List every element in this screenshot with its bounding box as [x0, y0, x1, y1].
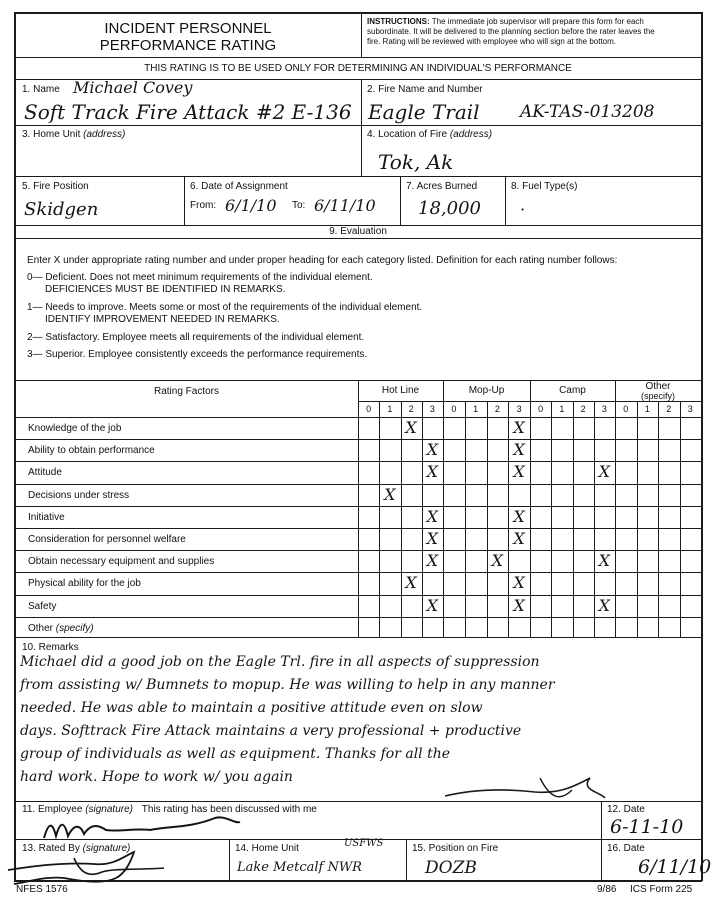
- rating-cell[interactable]: [443, 618, 465, 639]
- rating-mark: X: [426, 529, 439, 548]
- rating-cell[interactable]: [487, 529, 509, 550]
- fuel-value[interactable]: ·: [520, 200, 526, 219]
- from-value[interactable]: 6/1/10: [225, 196, 277, 215]
- rating-mark: X: [384, 484, 396, 504]
- rating-cell[interactable]: [487, 418, 509, 439]
- rating-cell[interactable]: [658, 618, 680, 639]
- rating-cell[interactable]: [530, 462, 551, 483]
- rating-cell[interactable]: [637, 573, 659, 594]
- rating-cell[interactable]: [551, 440, 572, 461]
- rating-cell[interactable]: [637, 596, 659, 617]
- rating-cell[interactable]: [637, 551, 659, 572]
- instructions-label: INSTRUCTIONS:: [367, 17, 430, 26]
- rating-cell[interactable]: [615, 462, 637, 483]
- rating-factor-label: Safety: [28, 600, 57, 612]
- def-1: 1— Needs to improve. Meets some or most of the requirements of the individual element.: [27, 302, 423, 313]
- home-unit14-tag: USFWS: [344, 838, 384, 849]
- rating-number-label: 1: [644, 404, 650, 414]
- rating-cell[interactable]: [465, 440, 487, 461]
- rating-cell[interactable]: [443, 462, 465, 483]
- def-3: 3— Superior. Employee consistently exceeds the performance requirements.: [27, 349, 368, 360]
- remark-line: hard work. Hope to work w/ you again: [20, 769, 293, 785]
- rating-cell[interactable]: [358, 618, 379, 639]
- rating-number-label: 1: [473, 404, 479, 414]
- position15-value[interactable]: DOZB: [425, 858, 477, 878]
- rating-cell[interactable]: [465, 618, 487, 639]
- rating-cell[interactable]: [594, 507, 615, 528]
- rating-cell[interactable]: [615, 418, 637, 439]
- rating-cell[interactable]: [487, 573, 509, 594]
- rating-cell[interactable]: [358, 485, 379, 506]
- employee-note: (signature): [85, 804, 133, 815]
- home-unit14-value[interactable]: Lake Metcalf NWR: [237, 860, 362, 875]
- rating-cell[interactable]: [422, 418, 443, 439]
- rating-cell[interactable]: [379, 596, 400, 617]
- rating-cell[interactable]: [422, 485, 443, 506]
- remarks-label: 10. Remarks: [22, 642, 79, 653]
- rating-cell[interactable]: [401, 485, 422, 506]
- rating-cell[interactable]: [487, 618, 509, 639]
- rating-cell[interactable]: [573, 529, 594, 550]
- rating-mark: X: [513, 418, 525, 437]
- rating-cell[interactable]: [615, 440, 637, 461]
- rating-cell[interactable]: [465, 485, 487, 506]
- rating-cell[interactable]: [465, 573, 487, 594]
- rating-cell[interactable]: [530, 440, 551, 461]
- column-heading-mop-up: Mop-Up: [468, 385, 505, 396]
- rating-cell[interactable]: [530, 418, 551, 439]
- rating-mark: X: [513, 506, 525, 526]
- rating-number-label: 1: [387, 404, 393, 414]
- rating-cell[interactable]: [379, 551, 400, 572]
- date12-label: 12. Date: [607, 804, 645, 815]
- form-date: 9/86: [597, 884, 617, 895]
- rating-cell[interactable]: [358, 551, 379, 572]
- rating-mark: X: [426, 462, 439, 482]
- rating-cell[interactable]: [658, 418, 680, 439]
- rating-cell[interactable]: [379, 618, 400, 639]
- rating-factor-label: Ability to obtain performance: [28, 445, 155, 457]
- usage-banner: THIS RATING IS TO BE USED ONLY FOR DETERMINING AN INDIVIDUAL'S PERFORMANCE: [144, 63, 572, 74]
- rating-number-label: 2: [580, 404, 586, 414]
- rating-cell[interactable]: [530, 551, 551, 572]
- rating-cell[interactable]: [443, 529, 465, 550]
- rating-cell[interactable]: [465, 529, 487, 550]
- to-value[interactable]: 6/11/10: [314, 196, 376, 215]
- rated-by-note: (signature): [82, 843, 131, 854]
- home-unit-note: (address): [83, 129, 126, 140]
- column-heading-camp: Camp: [559, 385, 586, 396]
- rating-cell[interactable]: [443, 573, 465, 594]
- to-label: To:: [292, 200, 306, 211]
- name-value[interactable]: Michael Covey: [73, 78, 193, 97]
- rating-number-label: 3: [687, 404, 693, 414]
- rating-cell[interactable]: [573, 507, 594, 528]
- rating-factor-label: Attitude: [28, 467, 62, 479]
- form-title-line2: PERFORMANCE RATING: [99, 37, 277, 54]
- column-heading-hot-line: Hot Line: [381, 385, 420, 396]
- rating-cell[interactable]: [615, 596, 637, 617]
- rating-cell[interactable]: [658, 440, 680, 461]
- rating-cell[interactable]: [358, 529, 379, 550]
- rating-number-label: 0: [623, 404, 629, 414]
- instructions-line3: fire. Rating will be reviewed with employee who will sign at the bottom.: [367, 37, 617, 46]
- rating-mark: X: [513, 462, 525, 482]
- rating-cell[interactable]: [594, 418, 615, 439]
- fire-name-value[interactable]: Eagle Trail: [368, 100, 480, 124]
- name-label: 1. Name: [22, 84, 60, 95]
- rating-number-label: 0: [366, 404, 372, 414]
- rating-cell[interactable]: [658, 551, 680, 572]
- rating-cell[interactable]: [358, 418, 379, 439]
- rating-cell[interactable]: [443, 596, 465, 617]
- rater-signature[interactable]: [4, 848, 174, 888]
- rating-factor-label: Knowledge of the job: [28, 423, 122, 434]
- rating-factor-label: Other (specify): [28, 622, 94, 634]
- form-id-right: ICS Form 225: [630, 884, 693, 895]
- rating-cell[interactable]: [551, 485, 572, 506]
- rating-cell[interactable]: [615, 529, 637, 550]
- rating-cell[interactable]: [487, 596, 509, 617]
- rating-mark: X: [513, 595, 525, 615]
- remark-line: group of individuals as well as equipment. Thanks for all the: [20, 746, 451, 762]
- rating-cell[interactable]: [443, 440, 465, 461]
- rating-cell[interactable]: [573, 618, 594, 639]
- form-title-line1: INCIDENT PERSONNEL: [104, 20, 272, 37]
- rating-cell[interactable]: [530, 618, 551, 639]
- def-0: 0— Deficient. Does not meet minimum requirements of the individual element.: [27, 272, 373, 283]
- rating-cell[interactable]: [551, 418, 572, 439]
- rating-cell[interactable]: [401, 440, 422, 461]
- location-note: (address): [449, 129, 493, 140]
- rating-cell[interactable]: [551, 529, 572, 550]
- rating-number-label: 3: [601, 404, 607, 414]
- instructions-line1: The immediate job supervisor will prepare this form for each: [431, 17, 644, 26]
- rating-cell[interactable]: [615, 551, 637, 572]
- rating-cell[interactable]: [594, 618, 615, 639]
- home-unit-label-text: 3. Home Unit: [22, 129, 81, 140]
- rating-mark: X: [405, 418, 417, 437]
- rating-mark: X: [426, 506, 439, 526]
- def-2: 2— Satisfactory. Employee meets all requirements of the individual element.: [27, 332, 365, 343]
- rating-cell[interactable]: [401, 596, 422, 617]
- rating-cell[interactable]: [401, 618, 422, 639]
- rating-factor-label: Initiative: [28, 511, 65, 523]
- rating-cell[interactable]: [573, 551, 594, 572]
- rating-number-label: 0: [538, 404, 544, 414]
- rating-mark: X: [513, 573, 525, 593]
- rating-cell[interactable]: [615, 573, 637, 594]
- rating-cell[interactable]: [637, 418, 659, 439]
- rating-cell[interactable]: [637, 507, 659, 528]
- rating-cell[interactable]: [551, 618, 572, 639]
- rating-cell[interactable]: [680, 485, 702, 506]
- rating-cell[interactable]: [594, 529, 615, 550]
- rating-number-label: 3: [516, 404, 522, 414]
- rating-cell[interactable]: [358, 507, 379, 528]
- position-label: 5. Fire Position: [22, 181, 89, 192]
- position-value[interactable]: Skidgen: [24, 199, 99, 220]
- rating-cell[interactable]: [637, 462, 659, 483]
- rating-factor-label: Decisions under stress: [28, 489, 130, 501]
- rating-mark: X: [513, 440, 525, 460]
- rating-factor-label: Physical ability for the job: [28, 578, 141, 590]
- rating-cell[interactable]: [551, 551, 572, 572]
- rating-cell[interactable]: [487, 485, 509, 506]
- rating-cell[interactable]: [358, 573, 379, 594]
- rating-cell[interactable]: [637, 485, 659, 506]
- rating-cell[interactable]: [658, 596, 680, 617]
- position15-label: 15. Position on Fire: [412, 843, 499, 854]
- rating-cell[interactable]: [508, 551, 530, 572]
- rating-cell[interactable]: [358, 596, 379, 617]
- rating-cell[interactable]: [530, 485, 551, 506]
- rating-cell[interactable]: [465, 462, 487, 483]
- discussed-text: This rating has been discussed with me: [141, 804, 317, 815]
- instructions-line2: subordinate. It will be delivered to the planning section before the rater leaves the: [367, 27, 655, 36]
- employee-label-text: 11. Employee: [22, 804, 83, 815]
- rating-number-label: 2: [494, 404, 500, 414]
- date16-value[interactable]: 6/11/10: [638, 856, 712, 878]
- rating-cell[interactable]: [530, 573, 551, 594]
- rating-cell[interactable]: [551, 507, 572, 528]
- rating-cell[interactable]: [401, 551, 422, 572]
- rating-cell[interactable]: [573, 440, 594, 461]
- rating-number-label: 1: [559, 404, 565, 414]
- rating-cell[interactable]: [465, 551, 487, 572]
- fire-name-label: 2. Fire Name and Number: [367, 84, 483, 95]
- rating-cell[interactable]: [530, 596, 551, 617]
- rating-cell[interactable]: [615, 507, 637, 528]
- evaluation-label: 9. Evaluation: [329, 226, 387, 237]
- rating-cell[interactable]: [637, 618, 659, 639]
- rating-cell[interactable]: [422, 618, 443, 639]
- other-specify-note: (specify): [640, 391, 675, 401]
- rating-cell[interactable]: [379, 573, 400, 594]
- rating-mark: X: [426, 551, 439, 571]
- rating-cell[interactable]: [573, 596, 594, 617]
- rating-mark: X: [598, 551, 611, 571]
- rating-factors-header: Rating Factors: [153, 386, 220, 397]
- rating-cell[interactable]: [680, 507, 702, 528]
- location-value[interactable]: Tok, Ak: [378, 150, 454, 174]
- rater-scribble: [440, 768, 610, 808]
- rating-mark: X: [491, 551, 504, 571]
- rating-cell[interactable]: [551, 462, 572, 483]
- rating-cell[interactable]: [680, 573, 702, 594]
- rating-cell[interactable]: [443, 507, 465, 528]
- acres-label: 7. Acres Burned: [406, 181, 478, 192]
- location-label-text: 4. Location of Fire: [367, 129, 448, 140]
- remark-line: Michael did a good job on the Eagle Trl. fire in all aspects of suppression: [20, 654, 540, 670]
- evaluation-intro: Enter X under appropriate rating number and under proper heading for each category listed. Definition for each rating number follows:: [27, 255, 618, 266]
- rating-cell[interactable]: [658, 485, 680, 506]
- home-unit14-label: 14. Home Unit: [235, 843, 299, 854]
- rating-cell[interactable]: [487, 462, 509, 483]
- rating-cell[interactable]: [379, 462, 400, 483]
- rating-cell[interactable]: [658, 573, 680, 594]
- rating-number-label: 3: [429, 404, 435, 414]
- rating-mark: X: [426, 595, 439, 615]
- rating-cell[interactable]: [658, 507, 680, 528]
- rating-cell[interactable]: [465, 596, 487, 617]
- rating-mark: X: [426, 440, 439, 460]
- rating-cell[interactable]: [680, 596, 702, 617]
- rating-cell[interactable]: [680, 462, 702, 483]
- rating-cell[interactable]: [594, 440, 615, 461]
- rating-cell[interactable]: [680, 418, 702, 439]
- date12-value[interactable]: 6-11-10: [610, 816, 684, 838]
- rating-cell[interactable]: [680, 440, 702, 461]
- rating-cell[interactable]: [594, 573, 615, 594]
- rating-mark: X: [405, 573, 417, 593]
- rating-cell[interactable]: [379, 507, 400, 528]
- rating-cell[interactable]: [422, 573, 443, 594]
- column-heading-other: Other: [645, 381, 671, 392]
- rating-cell[interactable]: [379, 440, 400, 461]
- rating-cell[interactable]: [680, 529, 702, 550]
- rating-cell[interactable]: [401, 462, 422, 483]
- rating-cell[interactable]: [487, 440, 509, 461]
- rating-cell[interactable]: [573, 573, 594, 594]
- rating-number-label: 2: [408, 404, 414, 414]
- rating-number-label: 0: [451, 404, 457, 414]
- rating-cell[interactable]: [508, 485, 530, 506]
- rating-cell[interactable]: [443, 418, 465, 439]
- rating-factor-label: Consideration for personnel welfare: [28, 534, 186, 545]
- rating-cell[interactable]: [465, 418, 487, 439]
- rating-cell[interactable]: [487, 507, 509, 528]
- employee-signature[interactable]: [40, 810, 250, 842]
- rating-cell[interactable]: [358, 462, 379, 483]
- rating-cell[interactable]: [658, 529, 680, 550]
- remark-line: needed. He was able to maintain a positive attitude even on slow: [20, 700, 483, 716]
- date-assign-label: 6. Date of Assignment: [190, 181, 288, 192]
- rating-cell[interactable]: [379, 418, 400, 439]
- rating-cell[interactable]: [680, 551, 702, 572]
- remark-line: from assisting w/ Bumnets to mopup. He was willing to help in any manner: [20, 677, 555, 693]
- rated-by-label-text: 13. Rated By: [22, 843, 80, 854]
- rating-cell[interactable]: [573, 462, 594, 483]
- rating-cell[interactable]: [551, 573, 572, 594]
- rating-cell[interactable]: [680, 618, 702, 639]
- rating-cell[interactable]: [379, 529, 400, 550]
- rating-cell[interactable]: [615, 485, 637, 506]
- rating-cell[interactable]: [443, 485, 465, 506]
- rating-cell[interactable]: [530, 529, 551, 550]
- form-id-left: NFES 1576: [16, 884, 68, 895]
- from-label: From:: [190, 200, 217, 211]
- rating-cell[interactable]: [573, 418, 594, 439]
- rating-cell[interactable]: [443, 551, 465, 572]
- rating-cell[interactable]: [615, 618, 637, 639]
- def-1-note: IDENTIFY IMPROVEMENT NEEDED IN REMARKS.: [45, 314, 280, 325]
- unit-value[interactable]: Soft Track Fire Attack #2 E-136: [24, 100, 352, 124]
- rating-mark: X: [598, 462, 611, 482]
- rating-cell[interactable]: [658, 462, 680, 483]
- rating-mark: X: [513, 529, 525, 548]
- date16-label: 16. Date: [607, 843, 645, 854]
- rating-cell[interactable]: [508, 618, 530, 639]
- rating-cell[interactable]: [401, 529, 422, 550]
- rating-cell[interactable]: [637, 440, 659, 461]
- rating-cell[interactable]: [530, 507, 551, 528]
- acres-value[interactable]: 18,000: [418, 198, 481, 219]
- rating-cell[interactable]: [573, 485, 594, 506]
- rating-number-label: 2: [666, 404, 672, 414]
- rating-mark: X: [598, 595, 611, 615]
- fuel-label: 8. Fuel Type(s): [511, 181, 578, 192]
- rating-cell[interactable]: [551, 596, 572, 617]
- rating-cell[interactable]: [465, 507, 487, 528]
- rating-cell[interactable]: [401, 507, 422, 528]
- rating-factor-label: Obtain necessary equipment and supplies: [28, 556, 215, 568]
- rating-cell[interactable]: [594, 485, 615, 506]
- remark-line: days. Softtrack Fire Attack maintains a very professional + productive: [20, 723, 522, 739]
- rating-cell[interactable]: [358, 440, 379, 461]
- def-0-note: DEFICIENCES MUST BE IDENTIFIED IN REMARKS.: [45, 284, 286, 295]
- fire-number-value[interactable]: AK-TAS-013208: [520, 102, 655, 122]
- rating-cell[interactable]: [637, 529, 659, 550]
